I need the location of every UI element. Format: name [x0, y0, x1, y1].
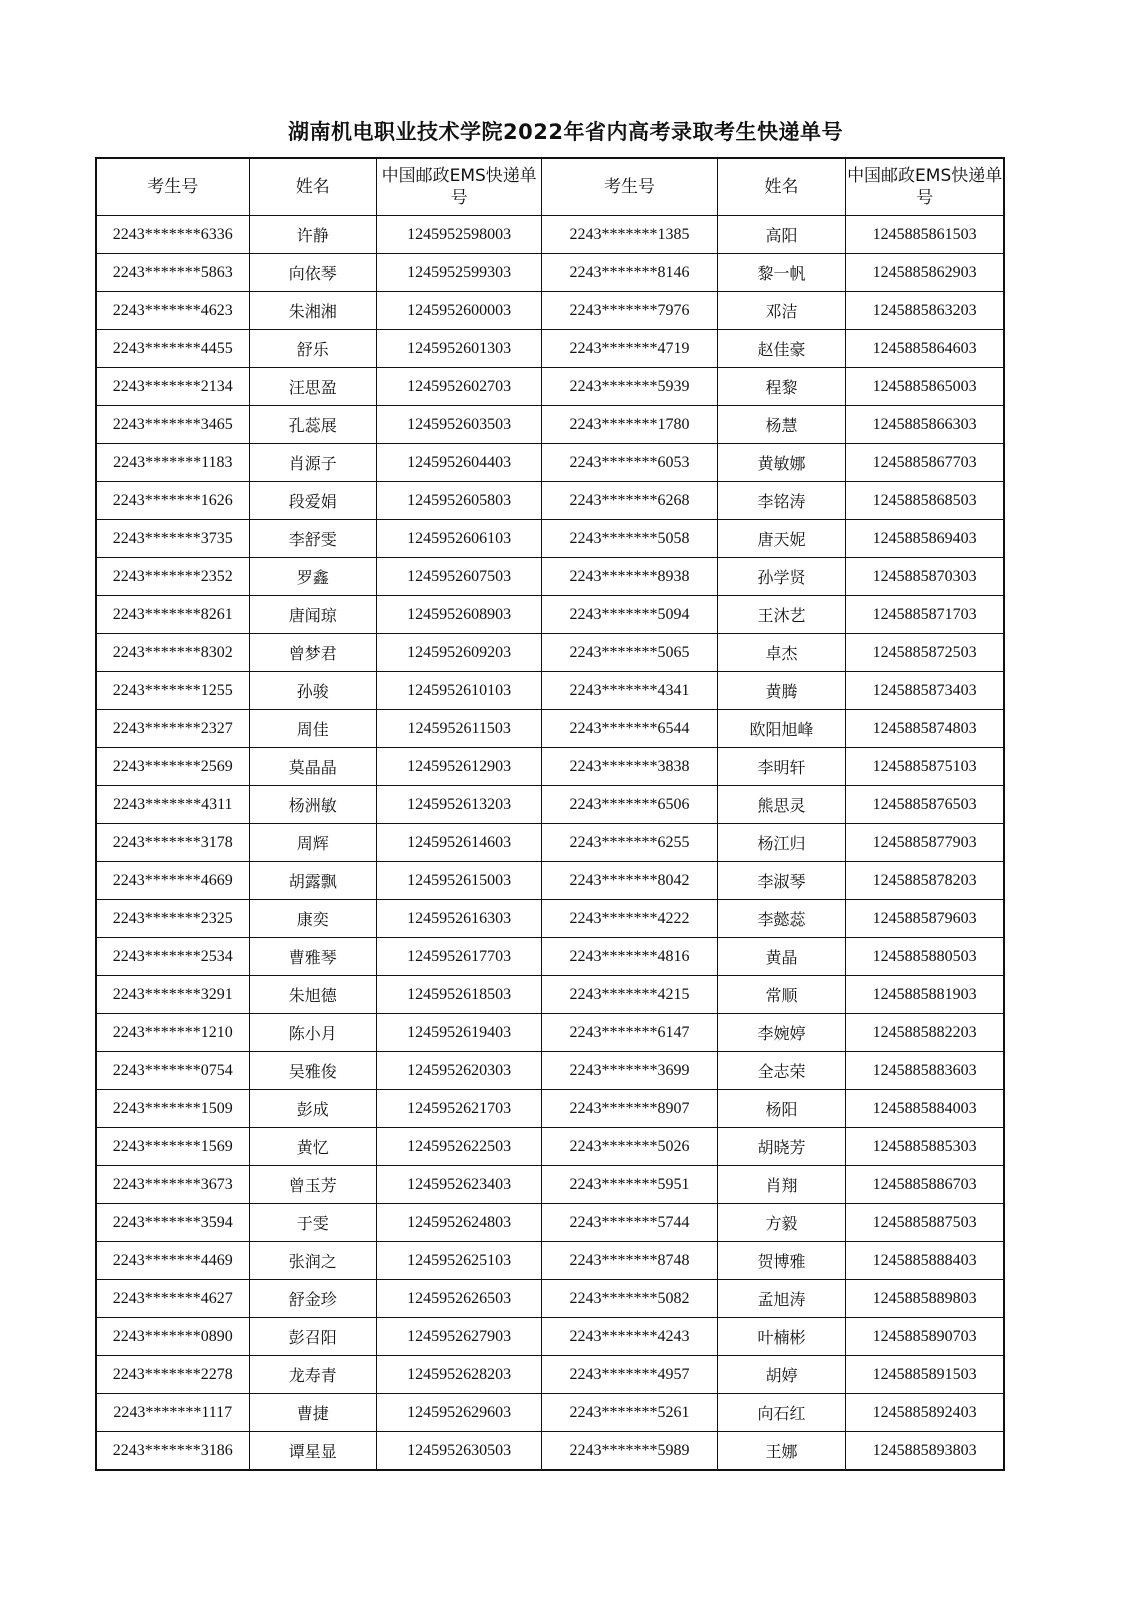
- exam-id-cell: 2243*******2534: [96, 938, 249, 976]
- ems-number-cell: 1245885891503: [846, 1356, 1004, 1394]
- name-cell: 贺博雅: [717, 1242, 846, 1280]
- exam-id-cell: 2243*******7976: [542, 292, 717, 330]
- exam-id-cell: 2243*******0890: [96, 1318, 249, 1356]
- table-row: [96, 1014, 1004, 1052]
- table-row: [96, 634, 1004, 672]
- table-row: [96, 330, 1004, 368]
- ems-number-cell: 1245952625103: [377, 1242, 542, 1280]
- name-cell: 朱旭德: [249, 976, 377, 1014]
- table-row: [96, 976, 1004, 1014]
- table-row: [96, 710, 1004, 748]
- exam-id-cell: 2243*******3178: [96, 824, 249, 862]
- ems-number-cell: 1245952609203: [377, 634, 542, 672]
- ems-number-cell: 1245885892403: [846, 1394, 1004, 1432]
- ems-number-cell: 1245885875103: [846, 748, 1004, 786]
- ems-number-cell: 1245885887503: [846, 1204, 1004, 1242]
- ems-number-cell: 1245885876503: [846, 786, 1004, 824]
- exam-id-cell: 2243*******2569: [96, 748, 249, 786]
- ems-number-cell: 1245952623403: [377, 1166, 542, 1204]
- exam-id-cell: 2243*******5261: [542, 1394, 717, 1432]
- table-row: [96, 1128, 1004, 1166]
- name-cell: 黎一帆: [717, 254, 846, 292]
- table-row: [96, 406, 1004, 444]
- exam-id-cell: 2243*******4222: [542, 900, 717, 938]
- name-cell: 向石红: [717, 1394, 846, 1432]
- table-row: [96, 1052, 1004, 1090]
- name-cell: 李舒雯: [249, 520, 377, 558]
- ems-number-cell: 1245952624803: [377, 1204, 542, 1242]
- exam-id-cell: 2243*******8938: [542, 558, 717, 596]
- exam-id-cell: 2243*******3186: [96, 1432, 249, 1471]
- ems-number-cell: 1245885879603: [846, 900, 1004, 938]
- name-cell: 曹捷: [249, 1394, 377, 1432]
- name-cell: 熊思灵: [717, 786, 846, 824]
- exam-id-cell: 2243*******5065: [542, 634, 717, 672]
- table-row: [96, 1356, 1004, 1394]
- ems-number-cell: 1245952601303: [377, 330, 542, 368]
- ems-number-cell: 1245885864603: [846, 330, 1004, 368]
- ems-number-cell: 1245952627903: [377, 1318, 542, 1356]
- name-cell: 李懿蕊: [717, 900, 846, 938]
- exam-id-cell: 2243*******4469: [96, 1242, 249, 1280]
- ems-number-cell: 1245952619403: [377, 1014, 542, 1052]
- exam-id-cell: 2243*******2325: [96, 900, 249, 938]
- ems-number-cell: 1245952630503: [377, 1432, 542, 1471]
- table-row: [96, 520, 1004, 558]
- name-cell: 龙寿青: [249, 1356, 377, 1394]
- name-cell: 舒乐: [249, 330, 377, 368]
- exam-id-cell: 2243*******3735: [96, 520, 249, 558]
- exam-id-cell: 2243*******8907: [542, 1090, 717, 1128]
- name-cell: 李婉婷: [717, 1014, 846, 1052]
- name-cell: 周佳: [249, 710, 377, 748]
- roster-table: [95, 157, 1005, 1471]
- ems-number-cell: 1245885881903: [846, 976, 1004, 1014]
- name-cell: 黄忆: [249, 1128, 377, 1166]
- name-cell: 康奕: [249, 900, 377, 938]
- ems-number-cell: 1245952614603: [377, 824, 542, 862]
- exam-id-cell: 2243*******3699: [542, 1052, 717, 1090]
- roster-body: [96, 216, 1004, 1471]
- name-cell: 杨江归: [717, 824, 846, 862]
- document-title: 湖南机电职业技术学院2022年省内高考录取考生快递单号: [288, 120, 843, 144]
- table-row: [96, 444, 1004, 482]
- ems-number-cell: 1245885884003: [846, 1090, 1004, 1128]
- table-row: [96, 1204, 1004, 1242]
- ems-number-cell: 1245885873403: [846, 672, 1004, 710]
- exam-id-cell: 2243*******3291: [96, 976, 249, 1014]
- exam-id-cell: 2243*******0754: [96, 1052, 249, 1090]
- name-cell: 方毅: [717, 1204, 846, 1242]
- header-name: 姓名: [249, 158, 377, 216]
- ems-number-cell: 1245885861503: [846, 216, 1004, 254]
- name-cell: 张润之: [249, 1242, 377, 1280]
- exam-id-cell: 2243*******6053: [542, 444, 717, 482]
- name-cell: 程黎: [717, 368, 846, 406]
- exam-id-cell: 2243*******8146: [542, 254, 717, 292]
- ems-number-cell: 1245952622503: [377, 1128, 542, 1166]
- ems-number-cell: 1245885862903: [846, 254, 1004, 292]
- name-cell: 谭星显: [249, 1432, 377, 1471]
- exam-id-cell: 2243*******1780: [542, 406, 717, 444]
- name-cell: 李淑琴: [717, 862, 846, 900]
- exam-id-cell: 2243*******1183: [96, 444, 249, 482]
- exam-id-cell: 2243*******1255: [96, 672, 249, 710]
- name-cell: 高阳: [717, 216, 846, 254]
- ems-number-cell: 1245952598003: [377, 216, 542, 254]
- exam-id-cell: 2243*******4627: [96, 1280, 249, 1318]
- ems-number-cell: 1245885863203: [846, 292, 1004, 330]
- exam-id-cell: 2243*******4215: [542, 976, 717, 1014]
- exam-id-cell: 2243*******6255: [542, 824, 717, 862]
- name-cell: 莫晶晶: [249, 748, 377, 786]
- name-cell: 汪思盈: [249, 368, 377, 406]
- ems-number-cell: 1245952604403: [377, 444, 542, 482]
- name-cell: 肖源子: [249, 444, 377, 482]
- exam-id-cell: 2243*******1117: [96, 1394, 249, 1432]
- name-cell: 邓洁: [717, 292, 846, 330]
- name-cell: 全志荣: [717, 1052, 846, 1090]
- ems-number-cell: 1245952621703: [377, 1090, 542, 1128]
- exam-id-cell: 2243*******1626: [96, 482, 249, 520]
- ems-number-cell: 1245885867703: [846, 444, 1004, 482]
- table-row: [96, 862, 1004, 900]
- ems-number-cell: 1245952617703: [377, 938, 542, 976]
- ems-number-cell: 1245952615003: [377, 862, 542, 900]
- exam-id-cell: 2243*******6336: [96, 216, 249, 254]
- ems-number-cell: 1245885880503: [846, 938, 1004, 976]
- header-ems-number: 中国邮政EMS快递单号: [377, 158, 542, 216]
- table-row: [96, 482, 1004, 520]
- exam-id-cell: 2243*******1210: [96, 1014, 249, 1052]
- table-row: [96, 1280, 1004, 1318]
- name-cell: 许静: [249, 216, 377, 254]
- ems-number-cell: 1245952626503: [377, 1280, 542, 1318]
- header-name: 姓名: [717, 158, 846, 216]
- name-cell: 胡露飘: [249, 862, 377, 900]
- name-cell: 彭召阳: [249, 1318, 377, 1356]
- name-cell: 李铭涛: [717, 482, 846, 520]
- table-row: [96, 292, 1004, 330]
- exam-id-cell: 2243*******2327: [96, 710, 249, 748]
- ems-number-cell: 1245885878203: [846, 862, 1004, 900]
- exam-id-cell: 2243*******3594: [96, 1204, 249, 1242]
- table-row: [96, 938, 1004, 976]
- name-cell: 陈小月: [249, 1014, 377, 1052]
- exam-id-cell: 2243*******3838: [542, 748, 717, 786]
- exam-id-cell: 2243*******5744: [542, 1204, 717, 1242]
- name-cell: 于雯: [249, 1204, 377, 1242]
- header-exam-id: 考生号: [542, 158, 717, 216]
- ems-number-cell: 1245952607503: [377, 558, 542, 596]
- exam-id-cell: 2243*******4957: [542, 1356, 717, 1394]
- table-row: [96, 368, 1004, 406]
- name-cell: 段爱娟: [249, 482, 377, 520]
- name-cell: 彭成: [249, 1090, 377, 1128]
- name-cell: 孙学贤: [717, 558, 846, 596]
- name-cell: 吴雅俊: [249, 1052, 377, 1090]
- exam-id-cell: 2243*******6544: [542, 710, 717, 748]
- exam-id-cell: 2243*******2352: [96, 558, 249, 596]
- exam-id-cell: 2243*******3673: [96, 1166, 249, 1204]
- header-row: [96, 158, 1004, 216]
- name-cell: 杨洲敏: [249, 786, 377, 824]
- name-cell: 向依琴: [249, 254, 377, 292]
- ems-number-cell: 1245885874803: [846, 710, 1004, 748]
- exam-id-cell: 2243*******5863: [96, 254, 249, 292]
- name-cell: 孔蕊展: [249, 406, 377, 444]
- table-row: [96, 1318, 1004, 1356]
- name-cell: 卓杰: [717, 634, 846, 672]
- exam-id-cell: 2243*******4719: [542, 330, 717, 368]
- ems-number-cell: 1245885872503: [846, 634, 1004, 672]
- ems-number-cell: 1245885885303: [846, 1128, 1004, 1166]
- ems-number-cell: 1245952610103: [377, 672, 542, 710]
- ems-number-cell: 1245885883603: [846, 1052, 1004, 1090]
- ems-number-cell: 1245952612903: [377, 748, 542, 786]
- ems-number-cell: 1245885893803: [846, 1432, 1004, 1471]
- ems-number-cell: 1245885871703: [846, 596, 1004, 634]
- name-cell: 孟旭涛: [717, 1280, 846, 1318]
- ems-number-cell: 1245952629603: [377, 1394, 542, 1432]
- ems-number-cell: 1245885886703: [846, 1166, 1004, 1204]
- table-row: [96, 1166, 1004, 1204]
- exam-id-cell: 2243*******5082: [542, 1280, 717, 1318]
- ems-number-cell: 1245885868503: [846, 482, 1004, 520]
- ems-number-cell: 1245952628203: [377, 1356, 542, 1394]
- ems-number-cell: 1245952602703: [377, 368, 542, 406]
- name-cell: 黄敏娜: [717, 444, 846, 482]
- exam-id-cell: 2243*******3465: [96, 406, 249, 444]
- name-cell: 王沐艺: [717, 596, 846, 634]
- exam-id-cell: 2243*******5989: [542, 1432, 717, 1471]
- ems-number-cell: 1245952620303: [377, 1052, 542, 1090]
- ems-number-cell: 1245885888403: [846, 1242, 1004, 1280]
- exam-id-cell: 2243*******5058: [542, 520, 717, 558]
- name-cell: 杨阳: [717, 1090, 846, 1128]
- ems-number-cell: 1245952611503: [377, 710, 542, 748]
- table-row: [96, 748, 1004, 786]
- name-cell: 常顺: [717, 976, 846, 1014]
- ems-number-cell: 1245885870303: [846, 558, 1004, 596]
- name-cell: 肖翔: [717, 1166, 846, 1204]
- name-cell: 黄腾: [717, 672, 846, 710]
- exam-id-cell: 2243*******4341: [542, 672, 717, 710]
- exam-id-cell: 2243*******8261: [96, 596, 249, 634]
- exam-id-cell: 2243*******8042: [542, 862, 717, 900]
- table-row: [96, 1432, 1004, 1471]
- name-cell: 欧阳旭峰: [717, 710, 846, 748]
- name-cell: 罗鑫: [249, 558, 377, 596]
- exam-id-cell: 2243*******4311: [96, 786, 249, 824]
- exam-id-cell: 2243*******5094: [542, 596, 717, 634]
- header-ems-number: 中国邮政EMS快递单号: [846, 158, 1004, 216]
- name-cell: 王娜: [717, 1432, 846, 1471]
- exam-id-cell: 2243*******1385: [542, 216, 717, 254]
- ems-number-cell: 1245885882203: [846, 1014, 1004, 1052]
- name-cell: 曹雅琴: [249, 938, 377, 976]
- name-cell: 唐天妮: [717, 520, 846, 558]
- ems-number-cell: 1245885889803: [846, 1280, 1004, 1318]
- exam-id-cell: 2243*******8302: [96, 634, 249, 672]
- ems-number-cell: 1245952613203: [377, 786, 542, 824]
- name-cell: 胡婷: [717, 1356, 846, 1394]
- name-cell: 叶楠彬: [717, 1318, 846, 1356]
- ems-number-cell: 1245952608903: [377, 596, 542, 634]
- table-row: [96, 786, 1004, 824]
- exam-id-cell: 2243*******5951: [542, 1166, 717, 1204]
- ems-number-cell: 1245952599303: [377, 254, 542, 292]
- ems-number-cell: 1245885865003: [846, 368, 1004, 406]
- header-exam-id: 考生号: [96, 158, 249, 216]
- ems-number-cell: 1245885869403: [846, 520, 1004, 558]
- ems-number-cell: 1245952618503: [377, 976, 542, 1014]
- name-cell: 李明轩: [717, 748, 846, 786]
- name-cell: 孙骏: [249, 672, 377, 710]
- table-row: [96, 1242, 1004, 1280]
- exam-id-cell: 2243*******1509: [96, 1090, 249, 1128]
- exam-id-cell: 2243*******4623: [96, 292, 249, 330]
- exam-id-cell: 2243*******6506: [542, 786, 717, 824]
- ems-number-cell: 1245952605803: [377, 482, 542, 520]
- table-row: [96, 824, 1004, 862]
- table-row: [96, 1394, 1004, 1432]
- name-cell: 朱湘湘: [249, 292, 377, 330]
- table-row: [96, 900, 1004, 938]
- name-cell: 周辉: [249, 824, 377, 862]
- exam-id-cell: 2243*******6268: [542, 482, 717, 520]
- exam-id-cell: 2243*******5026: [542, 1128, 717, 1166]
- ems-number-cell: 1245885890703: [846, 1318, 1004, 1356]
- table-row: [96, 558, 1004, 596]
- exam-id-cell: 2243*******2134: [96, 368, 249, 406]
- name-cell: 赵佳豪: [717, 330, 846, 368]
- name-cell: 曾梦君: [249, 634, 377, 672]
- name-cell: 杨慧: [717, 406, 846, 444]
- table-row: [96, 254, 1004, 292]
- table-row: [96, 596, 1004, 634]
- name-cell: 舒金珍: [249, 1280, 377, 1318]
- name-cell: 黄晶: [717, 938, 846, 976]
- ems-number-cell: 1245952603503: [377, 406, 542, 444]
- exam-id-cell: 2243*******2278: [96, 1356, 249, 1394]
- exam-id-cell: 2243*******5939: [542, 368, 717, 406]
- name-cell: 胡晓芳: [717, 1128, 846, 1166]
- exam-id-cell: 2243*******4816: [542, 938, 717, 976]
- table-row: [96, 1090, 1004, 1128]
- exam-id-cell: 2243*******4455: [96, 330, 249, 368]
- name-cell: 曾玉芳: [249, 1166, 377, 1204]
- exam-id-cell: 2243*******1569: [96, 1128, 249, 1166]
- ems-number-cell: 1245952606103: [377, 520, 542, 558]
- exam-id-cell: 2243*******4243: [542, 1318, 717, 1356]
- ems-number-cell: 1245952616303: [377, 900, 542, 938]
- table-row: [96, 216, 1004, 254]
- table-row: [96, 672, 1004, 710]
- name-cell: 唐闻琼: [249, 596, 377, 634]
- exam-id-cell: 2243*******4669: [96, 862, 249, 900]
- exam-id-cell: 2243*******8748: [542, 1242, 717, 1280]
- ems-number-cell: 1245885877903: [846, 824, 1004, 862]
- ems-number-cell: 1245885866303: [846, 406, 1004, 444]
- exam-id-cell: 2243*******6147: [542, 1014, 717, 1052]
- ems-number-cell: 1245952600003: [377, 292, 542, 330]
